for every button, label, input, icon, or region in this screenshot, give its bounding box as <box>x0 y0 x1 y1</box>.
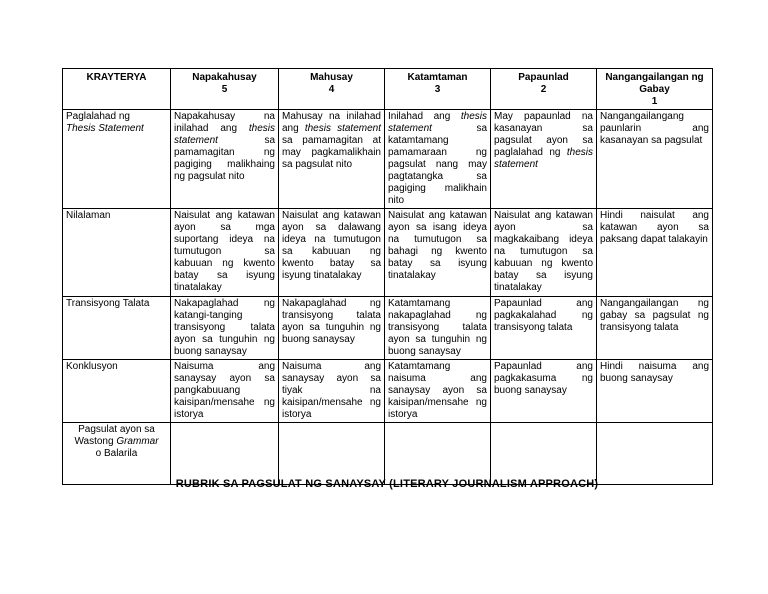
table-row <box>63 110 713 209</box>
cell-nilalaman-5: Naisulat ang katawan ayon sa mga suportang ideya na tumutugon sa kabuuan ng kwento batay sa isyung tinatalakay <box>171 209 279 297</box>
cell-thesis-5: Napakahusay na inilahad ang thesis statement sa pamamagitan ng pagiging malikhaing ng pagsulat nito <box>171 110 279 209</box>
cell-thesis-4: Mahusay na inilahad ang thesis statement sa pamamagitan at may pagkamalikhain sa pagsulat nito <box>279 110 385 209</box>
cell-grammar-3 <box>385 423 491 485</box>
criterion-transisyon: Transisyong Talata <box>63 297 171 360</box>
criterion-thesis: Paglalahad ng Thesis Statement <box>63 110 171 209</box>
table-row <box>63 423 713 485</box>
cell-grammar-5 <box>171 423 279 485</box>
cell-konklusyon-5: Naisuma ang sanaysay ayon sa pangkabuuang kaisipan/mensahe ng istorya <box>171 360 279 423</box>
level-header-3: Katamtaman 3 <box>385 69 491 110</box>
cell-nilalaman-4: Naisulat ang katawan ayon sa dalawang ideya na tumutugon sa kabuuan ng kwento batay sa isyung tinatalakay <box>279 209 385 297</box>
cell-nilalaman-3: Naisulat ang katawan ayon sa isang ideya na tumutugon sa bahagi ng kwento batay sa isyung tinatalakay <box>385 209 491 297</box>
cell-konklusyon-1: Hindi naisuma ang buong sanaysay <box>597 360 713 423</box>
criteria-header: KRAYTERYA <box>63 69 171 110</box>
cell-transisyon-3: Katamtamang nakapaglahad ng transisyong talata ayon sa tunguhin ng buong sanaysay <box>385 297 491 360</box>
cell-transisyon-4: Nakapaglahad ng transisyong talata ayon sa tunguhin ng buong sanaysay <box>279 297 385 360</box>
header-row <box>63 69 713 110</box>
level-header-4: Mahusay 4 <box>279 69 385 110</box>
cell-thesis-3: Inilahad ang thesis statement sa katamtamang pamamaraan ng pagsulat nang may pagtatangka sa pagiging malikhain nito <box>385 110 491 209</box>
rubric-table <box>62 68 713 485</box>
cell-grammar-1 <box>597 423 713 485</box>
cell-nilalaman-1: Hindi naisulat ang katawan ayon sa paksang dapat talakayin <box>597 209 713 297</box>
cell-transisyon-1: Nangangailangan ng gabay sa pagsulat ng transisyong talata <box>597 297 713 360</box>
criterion-grammar: Pagsulat ayon sa Wastong Grammar o Balarila <box>63 423 171 485</box>
criterion-nilalaman: Nilalaman <box>63 209 171 297</box>
cell-nilalaman-2: Naisulat ang katawan ayon sa magkakaibang ideya na tumutugon sa kabuuan ng kwento batay sa isyung tinatalakay <box>491 209 597 297</box>
criterion-konklusyon: Konklusyon <box>63 360 171 423</box>
cell-grammar-4 <box>279 423 385 485</box>
level-header-5: Napakahusay 5 <box>171 69 279 110</box>
table-row <box>63 360 713 423</box>
cell-thesis-2: May papaunlad na kasanayan sa pagsulat ayon sa paglalahad ng thesis statement <box>491 110 597 209</box>
level-header-1: Nangangailangan ng Gabay 1 <box>597 69 713 110</box>
cell-grammar-2 <box>491 423 597 485</box>
table-row <box>63 297 713 360</box>
cell-konklusyon-3: Katamtamang naisuma ang sanaysay ayon sa kaisipan/mensahe ng istorya <box>385 360 491 423</box>
cell-transisyon-2: Papaunlad ang pagkakalahad ng transisyong talata <box>491 297 597 360</box>
level-header-2: Papaunlad 2 <box>491 69 597 110</box>
cell-konklusyon-2: Papaunlad ang pagkakasuma ng buong sanaysay <box>491 360 597 423</box>
cell-transisyon-5: Nakapaglahad ng katangi-tanging transisyong talata ayon sa tunguhin ng buong sanaysay <box>171 297 279 360</box>
cell-konklusyon-4: Naisuma ang sanaysay ayon sa tiyak na kaisipan/mensahe ng istorya <box>279 360 385 423</box>
cell-thesis-1: Nangangailangang paunlarin ang kasanayan sa pagsulat <box>597 110 713 209</box>
rubric-caption: RUBRIK SA PAGSULAT NG SANAYSAY (LITERARY JOURNALISM APPROACH) <box>175 478 599 490</box>
table-row <box>63 209 713 297</box>
